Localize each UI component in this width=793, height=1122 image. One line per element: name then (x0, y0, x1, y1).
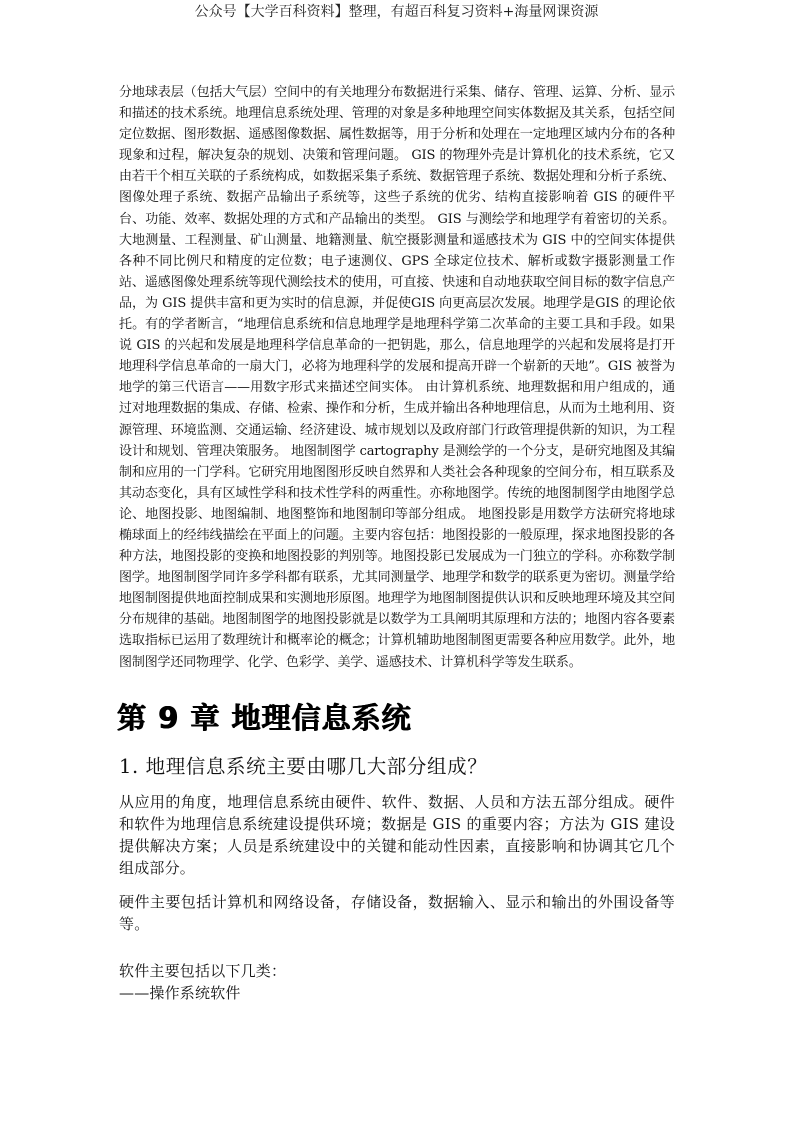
software-intro-line: 软件主要包括以下几类： (119, 962, 287, 980)
hardware-paragraph: 硬件主要包括计算机和网络设备，存储设备，数据输入、显示和输出的外围设备等等。 (119, 893, 675, 933)
composition-paragraph: 从应用的角度，地理信息系统由硬件、软件、数据、人员和方法五部分组成。硬件和软件为地理信息系统建设提供环境；数据是 GIS 的重要内容；方法为 GIS 建设提供解决方案；人员是系统建设中的关键和能动性因素，直接影响和协调其它几个组成部分。 (119, 793, 675, 877)
page-header: 公众号【大学百科资料】整理，有超百科复习资料+海量网课资源 (194, 4, 599, 20)
question-heading: 1. 地理信息系统主要由哪几大部分组成？ (119, 755, 488, 778)
software-item-line: ——操作系统软件 (119, 984, 241, 1002)
chapter-title: 第 9 章 地理信息系统 (117, 696, 417, 737)
intro-paragraph: 分地球表层（包括大气层）空间中的有关地理分布数据进行采集、储存、管理、运算、分析、显示和描述的技术系统。地理信息系统处理、管理的对象是多种地理空间实体数据及其关系，包括空间定位数据、图形数据、遥感图像数据、属性数据等，用于分析和处理在一定地理区域内分布的各种现象和过程，解决复杂的规划、决策和管理问题。 GIS 的物理外壳是计算机化的技术系统，它又由若干个相互关联的子系统构成，如数据采集子系统、数据管理子系统、数据处理和分析子系统、图像处理子系统、数据产品输出子系统等，这些子系统的优劣、结构直接影响着 GIS 的硬件平台、功能、效率、数据处理的方式和产品输出的类型。 GIS 与测绘学和地理学有着密切的关系。大地测量、工程测量、矿山测量、地籍测量、航空摄影测量和遥感技术为 GIS 中的空间实体提供各种不同比例尺和精度的定位数；电子速测仪、GPS 全球定位技术、解析或数字摄影测量工作站、遥感图像处理系统等现代测绘技术的使用，可直接、快速和自动地获取空间目标的数字信息产品，为 GIS 提供丰富和更为实时的信息源，并促使GIS 向更高层次发展。地理学是GIS 的理论依托。有的学者断言，“地理信息系统和信息地理学是地理科学第二次革命的主要工具和手段。如果说 GIS 的兴起和发展是地理科学信息革命的一把钥匙，那么，信息地理学的兴起和发展将是打开地理科学信息革命的一扇大门，必将为地理科学的发展和提高开辟一个崭新的天地”。GIS 被誉为地学的第三代语言——用数字形式来描述空间实体。 由计算机系统、地理数据和用户组成的，通过对地理数据的集成、存储、检索、操作和分析，生成并输出各种地理信息，从而为土地利用、资源管理、环境监测、交通运输、经济建设、城市规划以及政府部门行政管理提供新的知识，为工程设计和规划、管理决策服务。 地图制图学 cartography 是测绘学的一个分支，是研究地图及其编制和应用的一门学科。它研究用地图图形反映自然界和人类社会各种现象的空间分布，相互联系及其动态变化，具有区域性学科和技术性学科的两重性。亦称地图学。传统的地图制图学由地图学总论、地图投影、地图编制、地图整饰和地图制印等部分组成。 地图投影是用数学方法研究将地球椭球面上的经纬线描绘在平面上的问题。主要内容包括：地图投影的一般原理，探求地图投影的各种方法，地图投影的变换和地图投影的判别等。地图投影已发展成为一门独立的学科。亦称数学制图学。地图制图学同许多学科都有联系，尤其同测量学、地理学和数学的联系更为密切。测量学给地图制图提供地面控制成果和实测地形原图。地理学为地图制图提供认识和反映地理环境及其空间分布规律的基础。地图制图学的地图投影就是以数学为工具阐明其原理和方法的；地图内容各要素选取指标已运用了数理统计和概率论的概念；计算机辅助地图制图更需要各种应用数学。此外，地图制图学还同物理学、化学、色彩学、美学、遥感技术、计算机科学等发生联系。 (119, 85, 675, 670)
